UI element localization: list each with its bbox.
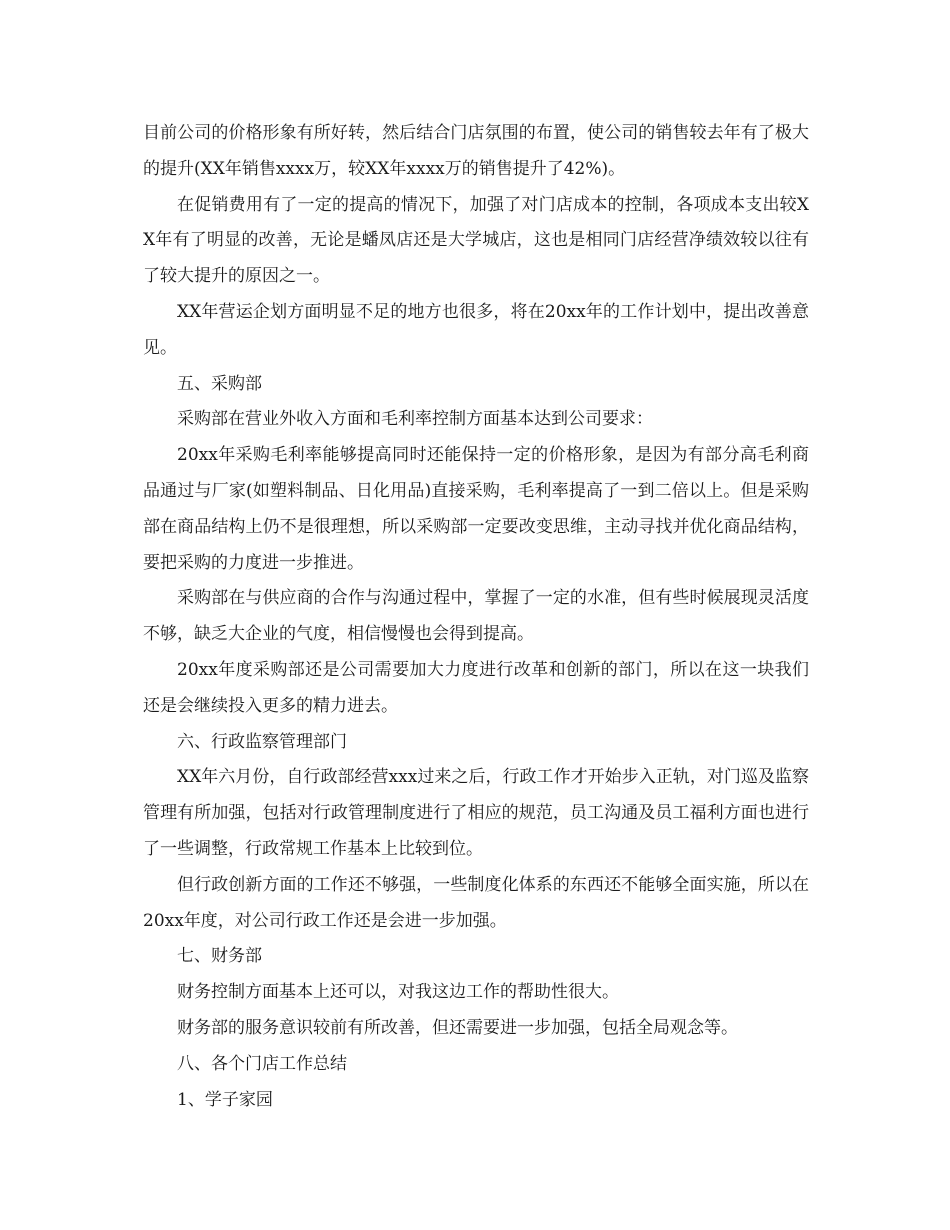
- section-heading-finance: 七、财务部: [177, 946, 262, 967]
- section-heading-admin: 六、行政监察管理部门: [177, 731, 347, 752]
- body-paragraph: 20xx年度采购部还是公司需要加大力度进行改革和创新的部门，所以在这一块我们还是会继续投入更多的精力进去。: [143, 659, 809, 716]
- body-paragraph: 采购部在与供应商的合作与沟通过程中，掌握了一定的水准，但有些时候展现灵活度不够，缺乏大企业的气度，相信慢慢也会得到提高。: [143, 588, 809, 645]
- body-paragraph: 在促销费用有了一定的提高的情况下，加强了对门店成本的控制，各项成本支出较XX年有了明显的改善，无论是蟠凤店还是大学城店，这也是相同门店经营净绩效较以往有了较大提升的原因之一。: [143, 194, 809, 287]
- body-paragraph: 但行政创新方面的工作还不够强，一些制度化体系的东西还不能够全面实施，所以在20xx年度，对公司行政工作还是会进一步加强。: [143, 874, 809, 931]
- body-paragraph: 采购部在营业外收入方面和毛利率控制方面基本达到公司要求：: [177, 409, 653, 430]
- body-paragraph: 目前公司的价格形象有所好转，然后结合门店氛围的布置，使公司的销售较去年有了极大的提升(XX年销售xxxx万，较XX年xxxx万的销售提升了42%)。: [143, 123, 809, 179]
- document-body: [143, 116, 809, 1118]
- body-paragraph: 财务控制方面基本上还可以，对我这边工作的帮助性很大。: [177, 982, 619, 1003]
- section-heading-purchasing: 五、采购部: [177, 373, 262, 394]
- body-paragraph: XX年六月份，自行政部经营xxx过来之后，行政工作才开始步入正轨，对门巡及监察管理有所加强，包括对行政管理制度进行了相应的规范，员工沟通及员工福利方面也进行了一些调整，行政常规工作基本上比较到位。: [143, 767, 809, 859]
- subsection-heading-store-1: 1、学子家园: [177, 1089, 273, 1110]
- body-paragraph: 财务部的服务意识较前有所改善，但还需要进一步加强，包括全局观念等。: [177, 1017, 738, 1038]
- body-paragraph: 20xx年采购毛利率能够提高同时还能保持一定的价格形象，是因为有部分高毛利商品通过与厂家(如塑料制品、日化用品)直接采购，毛利率提高了一到二倍以上。但是采购部在商品结构上仍不是很理想，所以采购部一定要改变思维，主动寻找并优化商品结构，要把采购的力度进一步推进。: [143, 445, 809, 573]
- body-paragraph: XX年营运企划方面明显不足的地方也很多，将在20xx年的工作计划中，提出改善意见。: [143, 301, 809, 358]
- section-heading-stores: 八、各个门店工作总结: [177, 1053, 347, 1074]
